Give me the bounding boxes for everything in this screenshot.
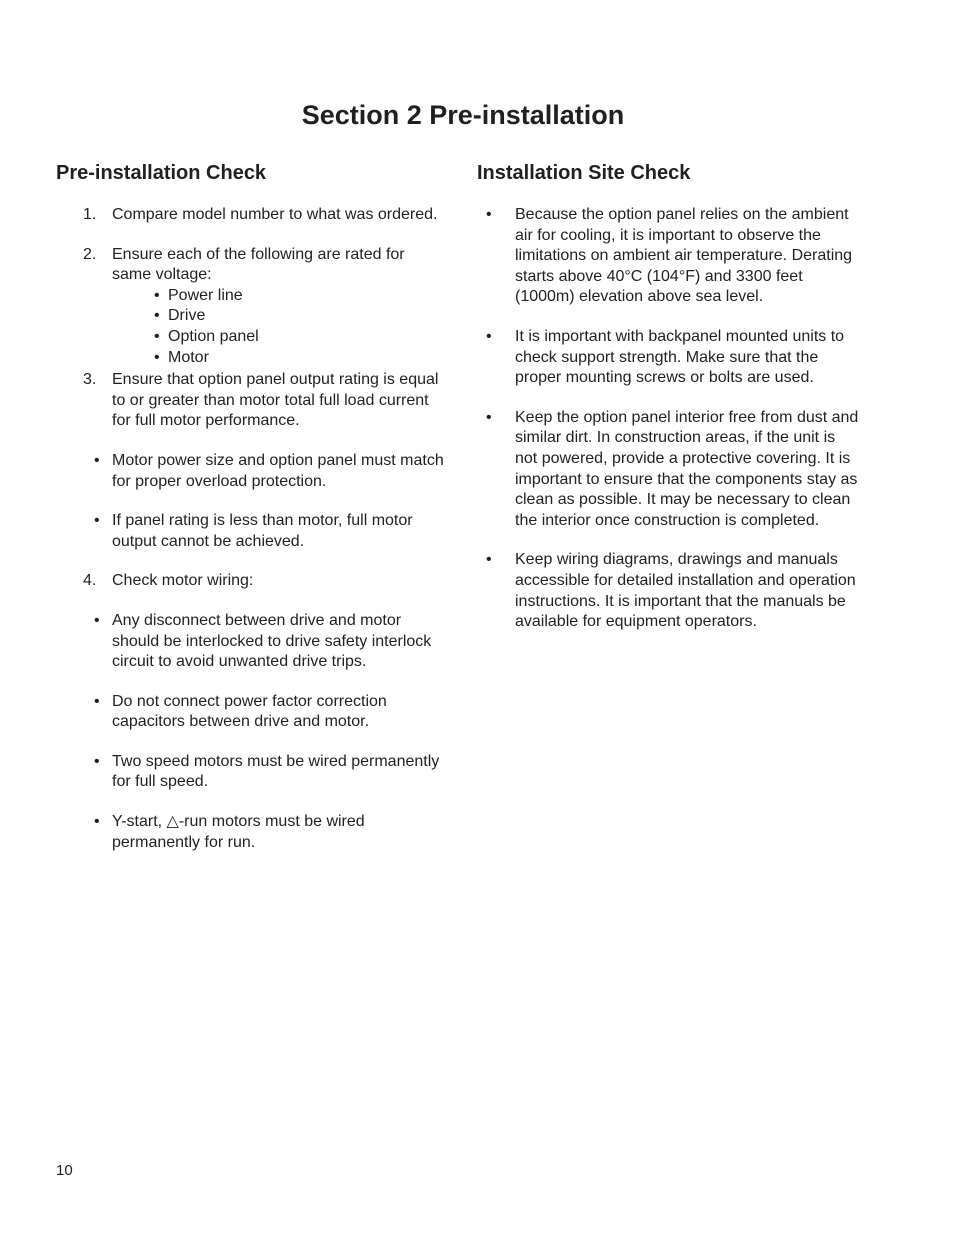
list-item [476, 327, 861, 389]
installation-site-check-heading: Installation Site Check [477, 162, 691, 184]
bullet: • [94, 813, 100, 831]
sublist-item: • Drive [56, 306, 446, 327]
item-text: If panel rating is less than motor, full motor output cannot be achieved. [112, 512, 413, 550]
bullet: • [154, 286, 160, 304]
item-text: Motor power size and option panel must match for proper overload protection. [112, 451, 444, 490]
list-item [56, 752, 446, 793]
installation-site-check-list [476, 205, 861, 652]
sublist-item: • Motor [56, 348, 446, 369]
bullet: • [486, 408, 492, 426]
item-number: 2. [83, 245, 97, 263]
item-text: Check motor wiring: [112, 572, 254, 590]
list-item [56, 451, 446, 492]
bullet: • [94, 752, 100, 770]
list-item [56, 812, 446, 853]
bullet: • [94, 451, 100, 469]
list-item [56, 692, 446, 733]
item-number: 3. [83, 371, 97, 389]
item-number: 1. [83, 206, 97, 223]
bullet: • [154, 307, 160, 325]
bullet: • [486, 551, 492, 569]
bullet: • [94, 512, 100, 530]
list-item [56, 571, 446, 592]
voltage-rating-sublist [56, 286, 446, 368]
item-text: Do not connect power factor correction capacitors between drive and motor. [112, 692, 387, 731]
sublist-item: • Power line [56, 286, 446, 307]
item-number: 4. [83, 572, 97, 590]
pre-installation-check-heading: Pre-installation Check [56, 162, 267, 184]
bullet: • [154, 327, 160, 345]
item-text: Keep wiring diagrams, drawings and manuals accessible for detailed installation and operation instructions. It is important that the manuals be available for equipment operators. [515, 551, 856, 631]
item-text: Ensure that option panel output rating is equal to or greater than motor total full load current for full motor performance. [112, 371, 439, 430]
item-text: Any disconnect between drive and motor should be interlocked to drive safety interlock circuit to avoid unwanted drive trips. [112, 611, 432, 671]
pre-installation-check-list [56, 205, 446, 872]
item-text: It is important with backpanel mounted units to check support strength. Make sure that the proper mounting screws or bolts are used. [515, 327, 845, 387]
list-item [56, 205, 446, 226]
bullet: • [486, 206, 492, 223]
bullet: • [94, 611, 100, 629]
list-item [476, 550, 861, 632]
item-text: Two speed motors must be wired permanently for full speed. [112, 752, 440, 791]
bullet: • [94, 692, 100, 710]
list-item [56, 370, 446, 432]
item-text: Y-start, △-run motors must be wired permanently for run. [112, 813, 365, 851]
item-text: Ensure each of the following are rated for same voltage: [112, 245, 405, 284]
list-item [476, 205, 861, 308]
bullet: • [486, 327, 492, 345]
page-number: 10 [56, 1162, 73, 1179]
list-item [56, 611, 446, 673]
sublist-item: • Option panel [56, 327, 446, 348]
page-title: Section 2 Pre-installation [301, 100, 625, 130]
item-text: Because the option panel relies on the ambient air for cooling, it is important to observe the limitations on ambient air temperature. Derating starts above 40°C (104°F) and 3300 feet (1000m) elevation above sea level. [515, 206, 853, 306]
list-item [476, 408, 861, 532]
item-text: Keep the option panel interior free from dust and similar dirt. In construction areas, if the unit is not powered, provide a protective covering. It is important to ensure that the components stay as clean as possible. It may be necessary to clean the interior once construction is completed. [515, 408, 859, 529]
list-item [56, 511, 446, 552]
item-text: Compare model number to what was ordered. [112, 206, 438, 223]
bullet: • [154, 348, 160, 366]
list-item [56, 245, 446, 369]
